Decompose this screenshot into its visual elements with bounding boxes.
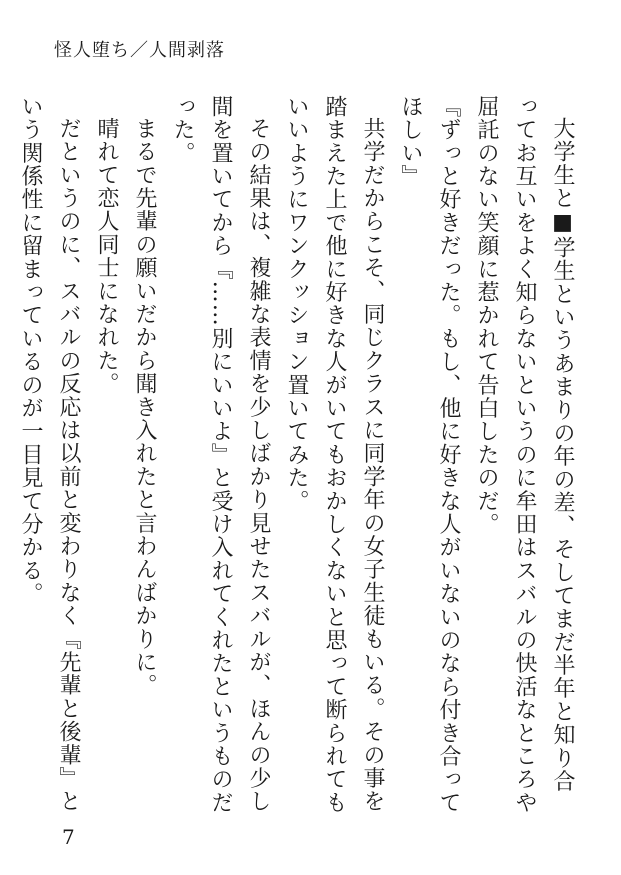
paragraph-2: 『ずっと好きだった。もし、他に好きな人がいないのなら付き合ってほしい』 xyxy=(398,95,461,815)
page-number: 7 xyxy=(62,825,75,849)
paragraph-3: 共学だからこそ、同じクラスに同学年の女子生徒もいる。その事を踏まえた上で他に好きな人がいてもおかしくないと思って断られてもいいようにワンクッション置いてみた。 xyxy=(284,95,385,815)
paragraph-6: 晴れて恋人同士になれた。 xyxy=(94,117,119,396)
paragraph-1: 大学生と■学生というあまりの年の差、そしてまだ半年と知り合ってお互いをよく知らないというのに牟田はスバルの快活なところや屈託のない笑顔に惹かれて告白したのだ。 xyxy=(474,95,575,815)
running-header: 怪人堕ち／人間剥落 xyxy=(54,40,225,61)
vertical-body-text xyxy=(11,95,581,815)
paragraph-4: その結果は、複雑な表情を少しばかり見せたスバルが、ほんの少し間を置いてから『……別にいいよ』と受け入れてくれたというものだった。 xyxy=(170,95,271,815)
paragraph-7: だというのに、スバルの反応は以前と変わりなく『先輩と後輩』という関係性に留まっているのが一目見て分かる。 xyxy=(18,95,81,813)
paragraph-5: まるで先輩の願いだから聞き入れたと言わんばかりに。 xyxy=(132,117,157,697)
